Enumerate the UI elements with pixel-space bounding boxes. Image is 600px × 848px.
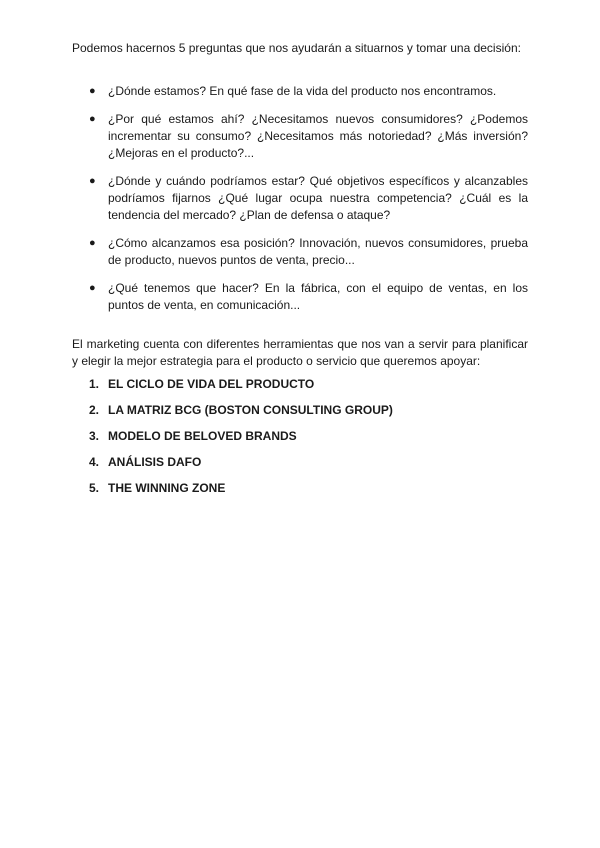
intro-paragraph: Podemos hacernos 5 preguntas que nos ayudarán a situarnos y tomar una decisión:	[72, 41, 521, 55]
list-item	[72, 173, 528, 224]
bullet-icon: ●	[89, 237, 96, 249]
list-number: 3.	[89, 429, 100, 443]
list-item	[72, 376, 528, 393]
bullet-icon: ●	[89, 282, 96, 294]
question-text: ¿Por qué estamos ahí? ¿Necesitamos nuevos consumidores? ¿Podemos incrementar su consumo? ¿Necesitamos más notoriedad? ¿Más inversión? ¿Mejoras en el producto?...	[108, 112, 528, 160]
list-item	[72, 402, 528, 419]
tool-label: THE WINNING ZONE	[108, 481, 226, 495]
list-item	[72, 111, 528, 162]
tool-label: ANÁLISIS DAFO	[108, 455, 202, 469]
question-text: ¿Dónde y cuándo podríamos estar? Qué objetivos específicos y alcanzables podríamos fijarnos ¿Qué lugar ocupa nuestra competencia? ¿Cuál es la tendencia del mercado? ¿Plan de defensa o ataque?	[108, 174, 528, 222]
tool-label: EL CICLO DE VIDA DEL PRODUCTO	[108, 377, 315, 391]
questions-list	[72, 83, 528, 325]
bullet-icon: ●	[89, 85, 96, 97]
list-number: 5.	[89, 481, 100, 495]
list-item	[72, 280, 528, 314]
bullet-icon: ●	[89, 175, 96, 187]
tool-label: LA MATRIZ BCG (BOSTON CONSULTING GROUP)	[108, 403, 393, 417]
list-item	[72, 235, 528, 269]
list-number: 1.	[89, 377, 100, 391]
tool-label: MODELO DE BELOVED BRANDS	[108, 429, 297, 443]
tools-intro-paragraph: El marketing cuenta con diferentes herramientas que nos van a servir para planificar y elegir la mejor estrategia para el producto o servicio que queremos apoyar:	[72, 337, 528, 368]
list-item	[72, 428, 528, 445]
question-text: ¿Qué tenemos que hacer? En la fábrica, con el equipo de ventas, en los puntos de venta, en comunicación...	[108, 281, 528, 312]
tools-list	[72, 376, 528, 506]
list-number: 4.	[89, 455, 100, 469]
list-item	[72, 480, 528, 497]
question-text: ¿Dónde estamos? En qué fase de la vida del producto nos encontramos.	[108, 84, 497, 98]
list-item	[72, 454, 528, 471]
bullet-icon: ●	[89, 113, 96, 125]
list-number: 2.	[89, 403, 100, 417]
question-text: ¿Cómo alcanzamos esa posición? Innovación, nuevos consumidores, prueba de producto, nuevos puntos de venta, precio...	[108, 236, 528, 267]
list-item	[72, 83, 528, 100]
